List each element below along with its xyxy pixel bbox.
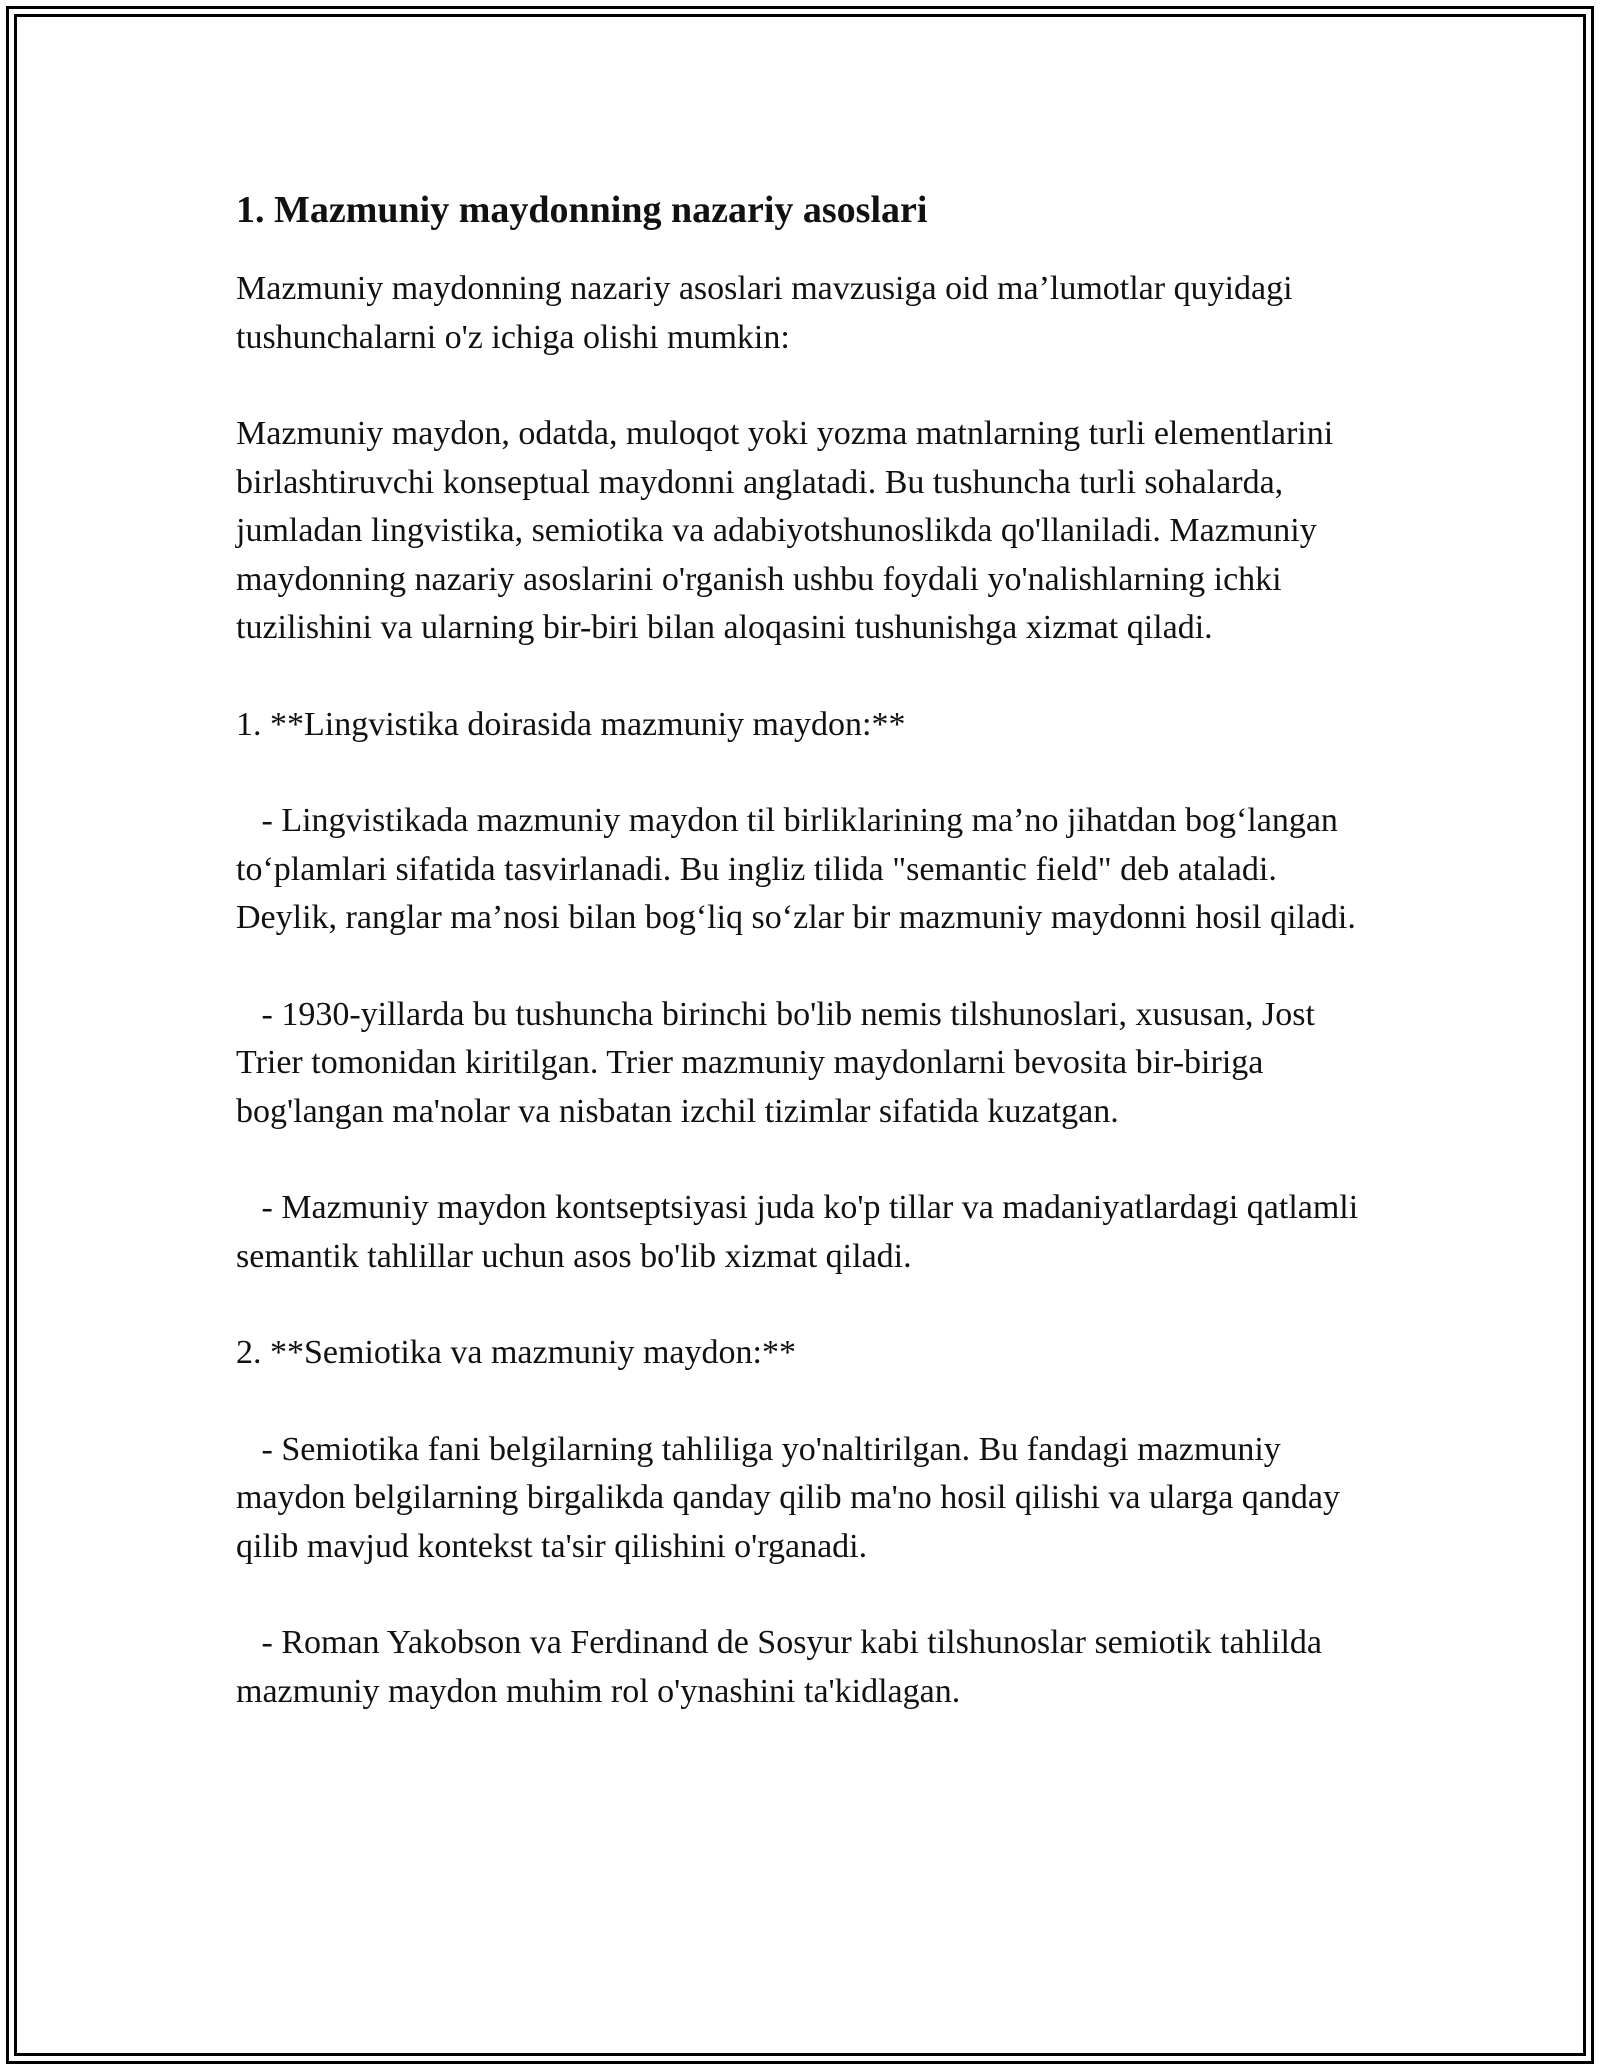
section-title: 1. Mazmuniy maydonning nazariy asoslari	[236, 189, 928, 231]
list-item-semiotics-2: - Roman Yakobson va Ferdinand de Sosyur kabi tilshunoslar semiotik tahlilda mazmuniy maydon muhim rol o'ynashini ta'kidlagan.	[236, 1624, 1331, 1710]
document-body	[236, 186, 1366, 1764]
list-item-semiotics-1: - Semiotika fani belgilarning tahliliga yo'naltirilgan. Bu fandagi mazmuniy maydon belgilarning birgalikda qanday qilib ma'no hosil qilishi va ularga qanday qilib mavjud kontekst ta'sir qilishini o'rganadi.	[236, 1430, 1349, 1565]
list-item-linguistics-3: - Mazmuniy maydon kontseptsiyasi juda ko'p tillar va madaniyatlardagi qatlamli semantik tahlillar uchun asos bo'lib xizmat qiladi.	[236, 1189, 1367, 1275]
intro-paragraph: Mazmuniy maydonning nazariy asoslari mavzusiga oid ma’lumotlar quyidagi tushunchalarni o'z ichiga olishi mumkin:	[236, 270, 1302, 356]
list-heading-semiotics: 2. **Semiotika va mazmuniy maydon:**	[236, 1334, 796, 1372]
list-item-linguistics-2: - 1930-yillarda bu tushuncha birinchi bo'lib nemis tilshunoslari, xususan, Jost Trier tomonidan kiritilgan. Trier mazmuniy maydonlarni bevosita bir-biriga bog'langan ma'nolar va nisbatan izchil tizimlar sifatida kuzatgan.	[236, 995, 1323, 1130]
definition-paragraph: Mazmuniy maydon, odatda, muloqot yoki yozma matnlarning turli elementlarini birlashtiruvchi konseptual maydonni anglatadi. Bu tushuncha turli sohalarda, jumladan lingvistika, semiotika va adabiyotshunoslikda qo'llaniladi. Mazmuniy maydonning nazariy asoslarini o'rganish ushbu foydali yo'nalishlarning ichki tuzilishini va ularning bir-biri bilan aloqasini tushunishga xizmat qiladi.	[236, 415, 1342, 647]
list-heading-linguistics: 1. **Lingvistika doirasida mazmuniy maydon:**	[236, 705, 906, 743]
list-item-linguistics-1: - Lingvistikada mazmuniy maydon til birliklarining ma’no jihatdan bog‘langan to‘plamlari sifatida tasvirlanadi. Bu ingliz tilida "semantic field" deb ataladi. Deylik, ranglar ma’nosi bilan bog‘liq so‘zlar bir mazmuniy maydonni hosil qiladi.	[236, 802, 1356, 937]
